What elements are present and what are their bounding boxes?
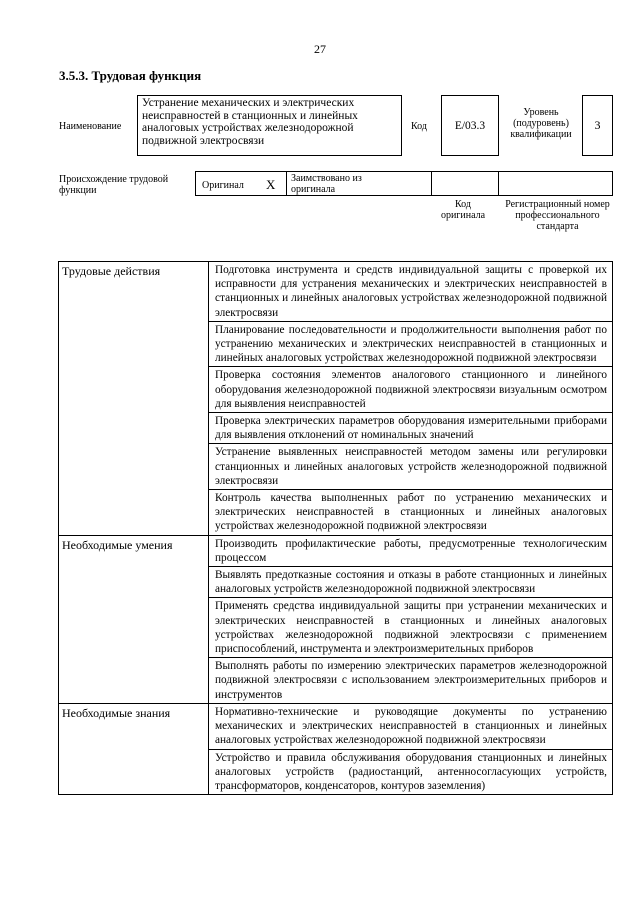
registration-caption: Регистрационный номер профессионального стандарта [505, 199, 610, 232]
list-item: Подготовка инструмента и средств индивидуальной защиты с проверкой их исправности для устранения механических и электрических неисправностей в станционных и линейных аналоговых устройствах железнодорожной подвижной электросвязи [209, 262, 612, 322]
section-items [209, 262, 613, 536]
name-label: Наименование [59, 121, 122, 132]
function-details-table [58, 261, 613, 795]
code-label: Код [411, 121, 427, 132]
list-item: Нормативно-технические и руководящие документы по устранению механических и электрических неисправностей в станционных и линейных аналоговых устройствах железнодорожной подвижной электросвязи [209, 704, 612, 750]
table-row-labor-actions [59, 262, 613, 536]
list-item: Выявлять предотказные состояния и отказы в работе станционных и линейных аналоговых устройств железнодорожной подвижной электросвязи [209, 567, 612, 598]
original-cell [195, 171, 287, 196]
registration-number-cell [498, 171, 613, 196]
original-code-cell [431, 171, 499, 196]
section-items [209, 535, 613, 703]
origin-label: Происхождение трудовой функции [59, 174, 169, 196]
list-item: Устройство и правила обслуживания оборудования станционных и линейных аналоговых устройств (радиостанций, антенносогласующих устройств, трансформаторов, конденсаторов, контуров заземления) [215, 751, 607, 792]
original-mark: X [266, 177, 276, 192]
function-name: Устранение механических и электрических неисправностей в станционных и линейных аналоговых устройствах железнодорожной подвижной электросвязи [137, 95, 402, 156]
borrowed-label: Заимствовано из оригинала [291, 173, 362, 195]
code-value: E/03.3 [441, 95, 499, 156]
table-row-required-skills [59, 535, 613, 703]
section-label: Необходимые умения [59, 535, 209, 703]
table-row-required-knowledge [59, 703, 613, 794]
section-label: Трудовые действия [59, 262, 209, 536]
section-label: Необходимые знания [59, 703, 209, 794]
original-label: Оригинал [202, 180, 244, 191]
list-item: Проверка электрических параметров оборудования измерительными приборами для выявления отклонений от номинальных значений [209, 413, 612, 444]
list-item: Производить профилактические работы, предусмотренные технологическим процессом [209, 536, 612, 567]
section-title: 3.5.3. Трудовая функция [59, 68, 202, 83]
original-code-caption: Код оригинала [440, 199, 486, 221]
origin-row [195, 171, 613, 196]
level-label: Уровень (подуровень) квалификации [510, 107, 572, 140]
borrowed-cell [286, 171, 432, 196]
list-item: Контроль качества выполненных работ по устранению механических и электрических неисправностей в станционных и линейных аналоговых устройствах железнодорожной подвижной электросвязи [215, 492, 607, 533]
list-item: Устранение выявленных неисправностей методом замены или регулировки станционных и линейных аналоговых устройств железнодорожной подвижной электросвязи [209, 444, 612, 490]
section-items [209, 703, 613, 794]
list-item: Проверка состояния элементов аналогового станционного и линейного оборудования железнодорожной подвижной электросвязи визуальным осмотром для выявления неисправностей [209, 367, 612, 413]
list-item: Выполнять работы по измерению электрических параметров железнодорожной подвижной электросвязи с использованием электроизмерительных приборов и инструментов [215, 660, 607, 701]
page-number: 27 [314, 42, 326, 56]
list-item: Применять средства индивидуальной защиты при устранении механических и электрических неисправностей в станционных и линейных аналоговых устройствах железнодорожной подвижной электросвязи с применением приспособлений, инструмента и электроизмерительных приборов [209, 598, 612, 658]
list-item: Планирование последовательности и продолжительности выполнения работ по устранению механических и электрических неисправностей в станционных и линейных аналоговых устройствах железнодорожной подвижной электросвязи [209, 322, 612, 368]
level-value: 3 [582, 95, 613, 156]
